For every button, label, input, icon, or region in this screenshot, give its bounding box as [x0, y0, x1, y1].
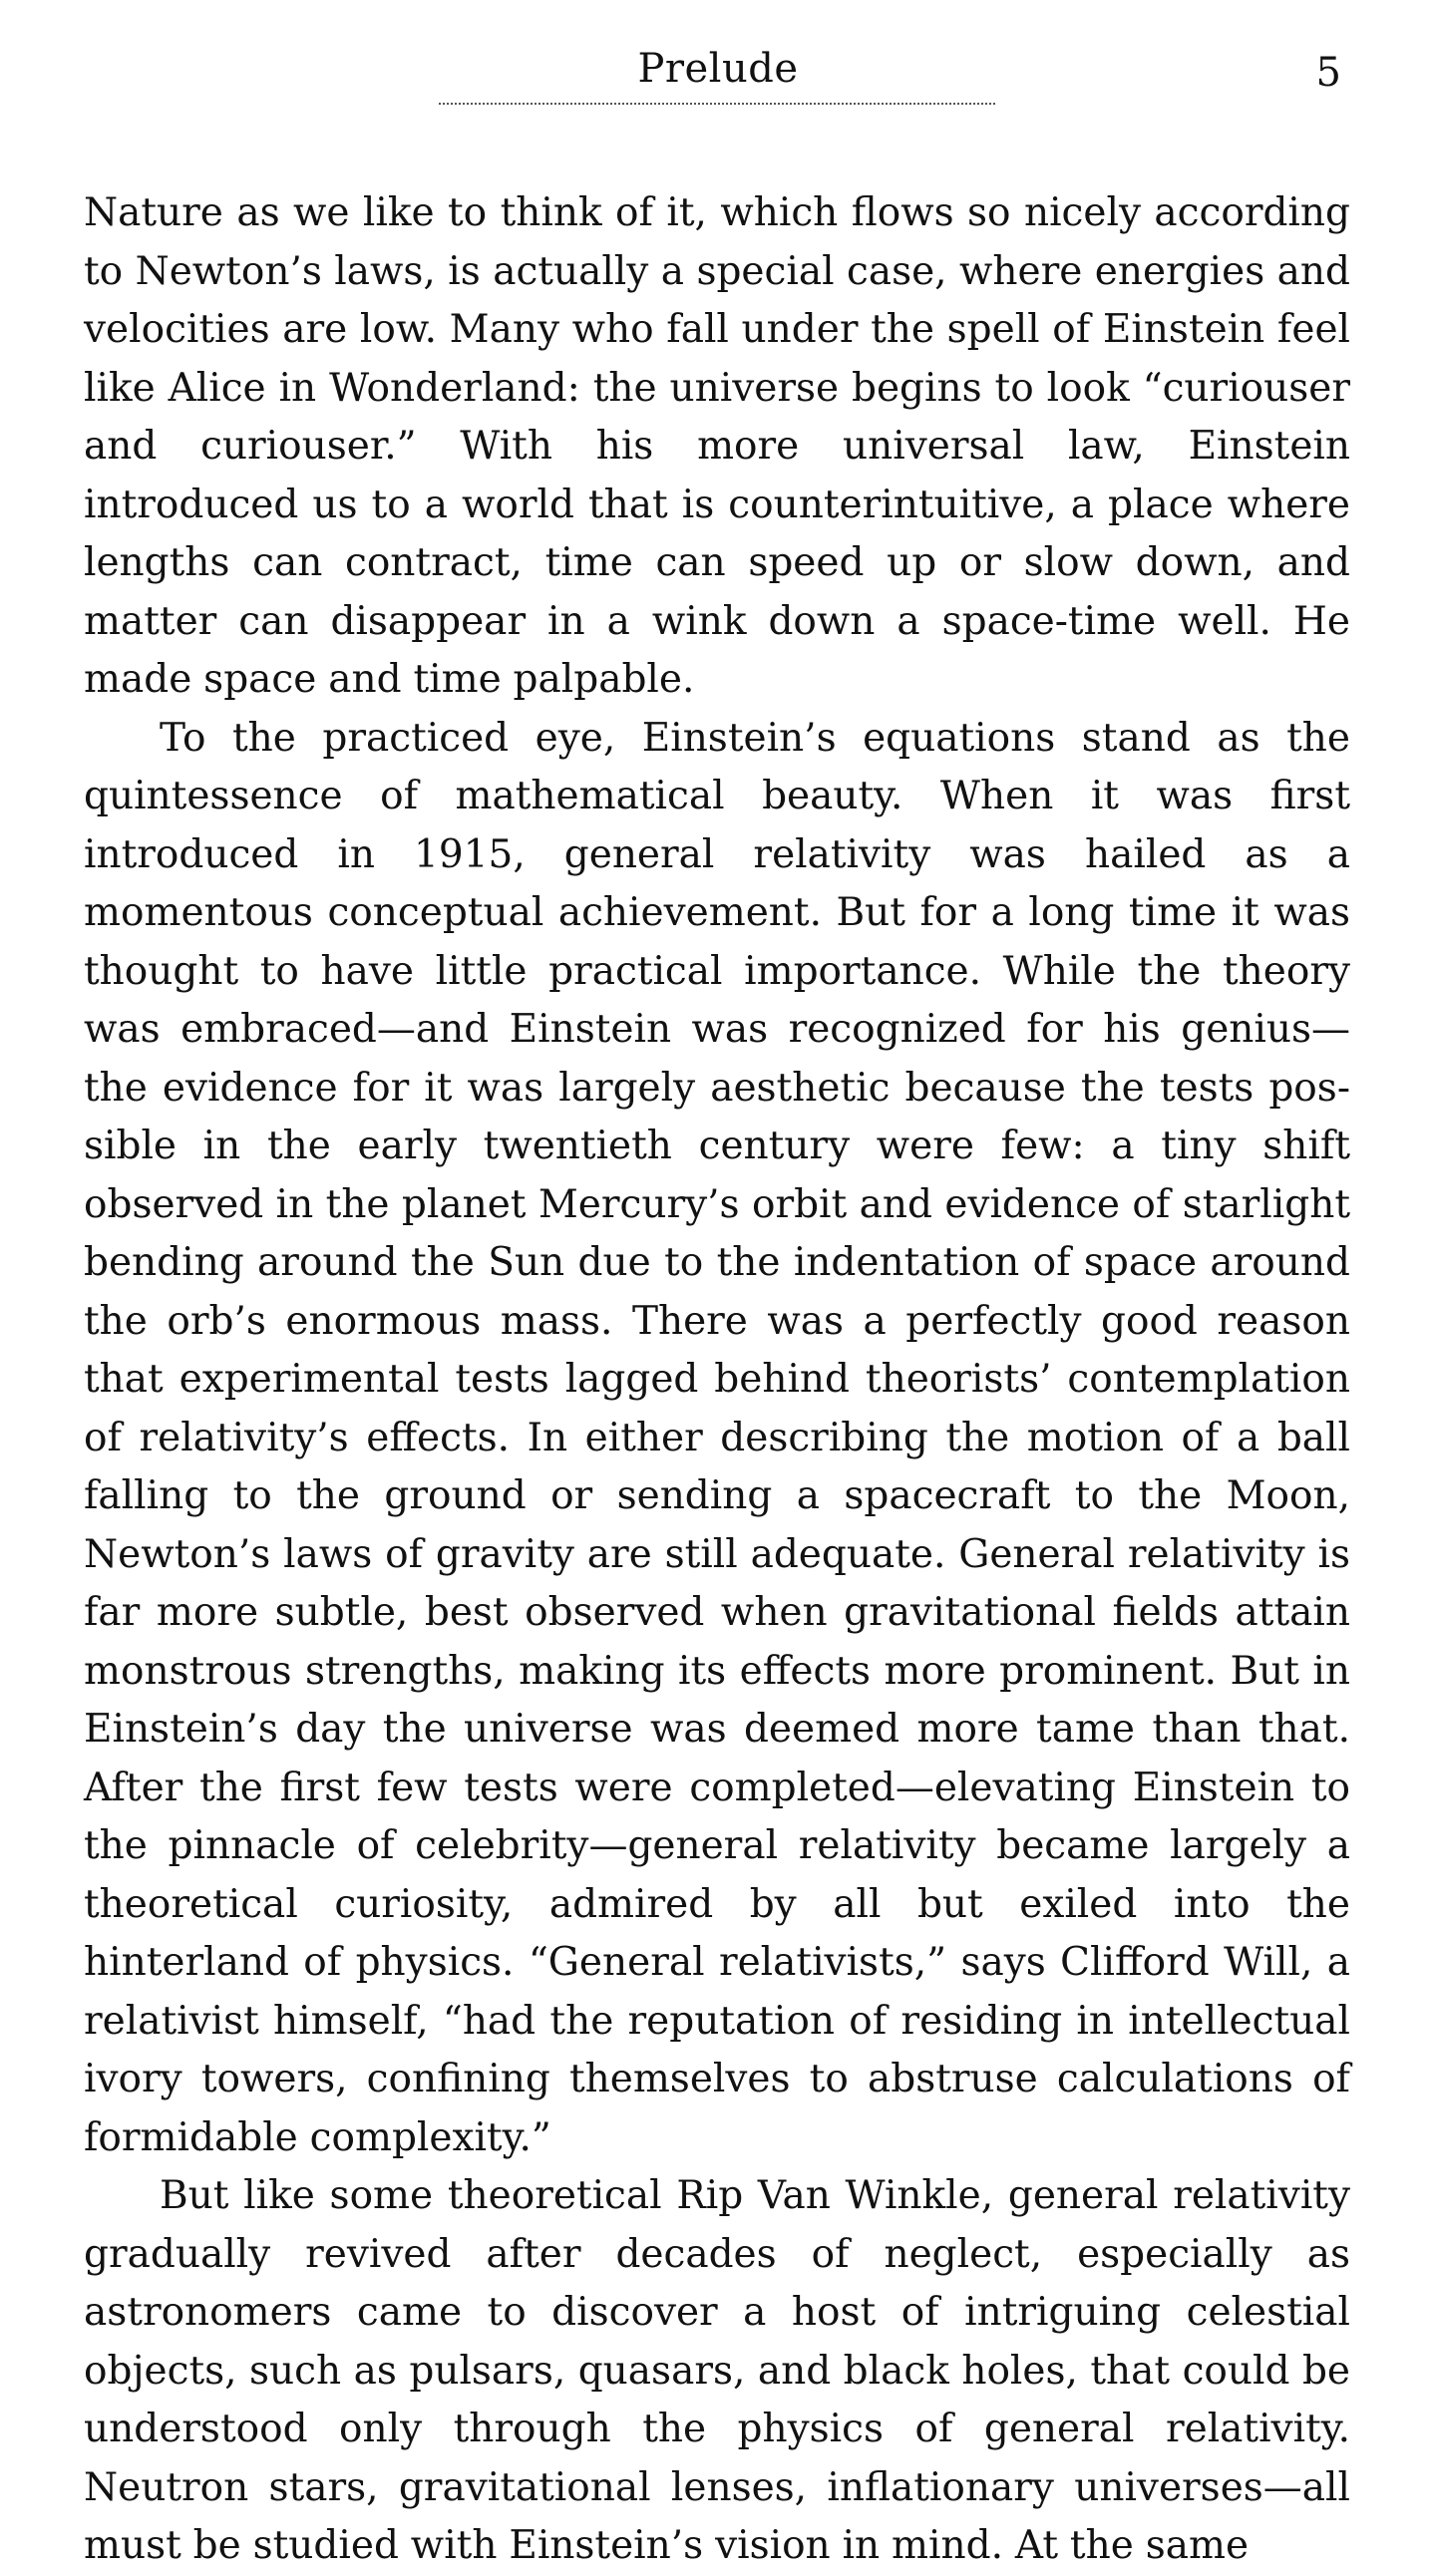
header-rule: [439, 103, 995, 105]
running-head: [0, 45, 1434, 115]
running-title: Prelude: [637, 46, 799, 92]
paragraph-2: To the practiced eye, Einstein’s equations stand as the quintessence of mathematical beauty. When it was first introduced in 1915, general relativity was hailed as a momentous conceptual achievement. But for a long time it was thought to have little practical importance. While the theory was embraced—and Einstein was recognized for his genius—the evidence for it was largely aesthetic because the tests possible in the early twentieth century were few: a tiny shift observed in the planet Mercury’s orbit and evidence of starlight bending around the Sun due to the indentation of space around the orb’s enormous mass. There was a perfectly good reason that experimental tests lagged behind theorists’ contemplation of relativity’s effects. In either describing the motion of a ball falling to the ground or sending a spacecraft to the Moon, Newton’s laws of gravity are still adequate. General relativity is far more subtle, best observed when gravitational fields attain monstrous strengths, making its effects more prominent. But in Einstein’s day the universe was deemed more tame than that. After the first few tests were completed—elevating Einstein to the pinnacle of celebrity—general relativity became largely a theoretical curiosity, admired by all but exiled into the hinterland of physics. “General relativists,” says Clifford Will, a relativist himself, “had the reputation of residing in intellectual ivory towers, confining themselves to abstruse calculations of formidable complexity.”: [84, 715, 1350, 2160]
body-text: [84, 184, 1350, 2576]
paragraph-1: Nature as we like to think of it, which flows so nicely according to Newton’s laws, is actually a special case, where energies and velocities are low. Many who fall under the spell of Einstein feel like Alice in Wonderland: the universe begins to look “curiouser and curiouser.” With his more universal law, Einstein introduced us to a world that is counterintuitive, a place where lengths can contract, time can speed up or slow down, and matter can disappear in a wink down a space-time well. He made space and time palpable.: [84, 190, 1350, 702]
paragraph-3: But like some theoretical Rip Van Winkle, general relativity gradually revived after decades of neglect, especially as astronomers came to discover a host of intriguing celestial objects, such as pulsars, quasars, and black holes, that could be understood only through the physics of general relativity. Neutron stars, gravitational lenses, inflationary universes—all must be studied with Einstein’s vision in mind. At the same: [84, 2173, 1350, 2568]
page-number: 5: [1315, 50, 1341, 96]
